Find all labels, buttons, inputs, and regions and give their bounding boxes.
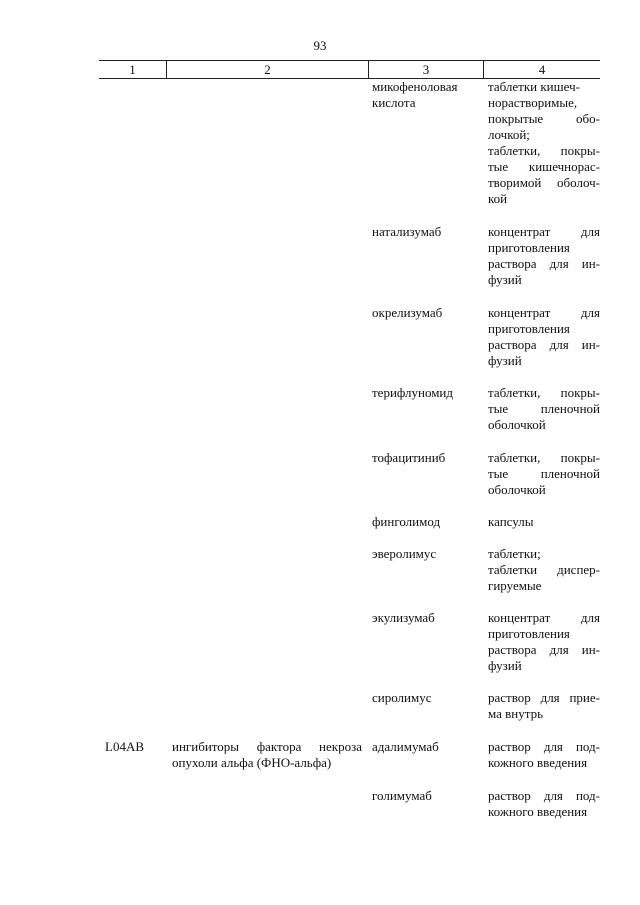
drug-name: голимумаб xyxy=(372,788,432,803)
header-col-4: 4 xyxy=(538,62,546,77)
dosage-form: капсулы xyxy=(488,514,534,529)
table-header xyxy=(99,60,600,79)
dosage-form: раствор для под- кожного введения xyxy=(488,788,600,819)
drug-name: тофацитиниб xyxy=(372,450,446,465)
header-col-3: 3 xyxy=(422,62,430,77)
drug-name: окрелизумаб xyxy=(372,305,443,320)
dosage-form: таблетки кишеч- норастворимые, покрытые обо- лочкой; таблетки, покры- тые кишечнорас- творимой оболоч- кой xyxy=(488,79,600,206)
dosage-form: концентрат для приготовления раствора для ин- фузий xyxy=(488,224,600,287)
drug-name: финголимод xyxy=(372,514,441,529)
dosage-form: таблетки, покры- тые пленочной оболочкой xyxy=(488,450,600,497)
drug-name: терифлуномид xyxy=(372,385,454,400)
drug-name: микофеноловая кислота xyxy=(372,79,458,110)
drug-name: адалимумаб xyxy=(372,739,439,754)
dosage-form: концентрат для приготовления раствора для ин- фузий xyxy=(488,305,600,368)
drug-group: ингибиторы фактора некроза опухоли альфа (ФНО-альфа) xyxy=(172,739,362,770)
dosage-form: раствор для под- кожного введения xyxy=(488,739,600,770)
dosage-form: раствор для прие- ма внутрь xyxy=(488,690,600,721)
header-col-1: 1 xyxy=(129,62,136,77)
drug-name: натализумаб xyxy=(372,224,442,239)
dosage-form: таблетки, покры- тые пленочной оболочкой xyxy=(488,385,600,432)
drug-name: эверолимус xyxy=(372,546,437,561)
drug-name: экулизумаб xyxy=(372,610,435,625)
dosage-form: концентрат для приготовления раствора для ин- фузий xyxy=(488,610,600,673)
dosage-form: таблетки; таблетки диспер- гируемые xyxy=(488,546,600,593)
page-number: 93 xyxy=(313,38,327,53)
header-col-2: 2 xyxy=(264,62,271,77)
atc-code: L04AB xyxy=(105,739,144,754)
drug-name: сиролимус xyxy=(372,690,432,705)
